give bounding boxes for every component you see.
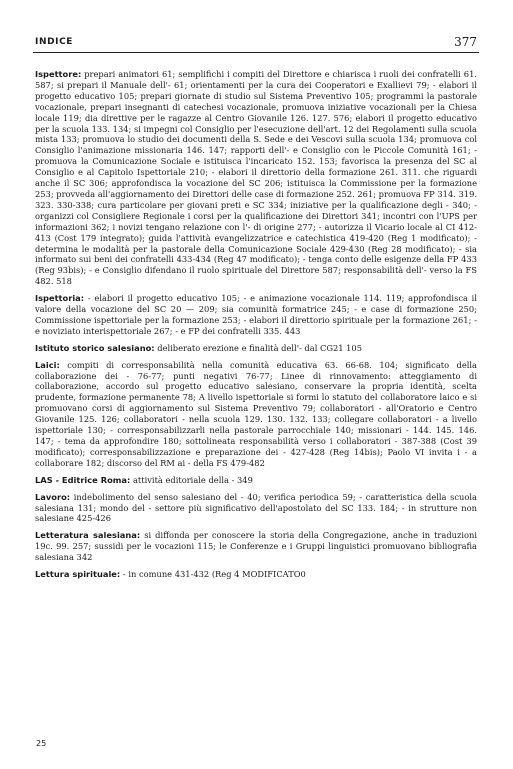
entry-term: Istituto storico salesiano: (35, 342, 155, 353)
entry-term: LAS - Editrice Roma: (35, 474, 131, 485)
entry-term: Lettura spirituale: (35, 569, 121, 580)
entry-text: prepari animatori 61; semplifichi i compiti del Direttore e chiarisca i ruoli dei confratelli 61. 587; si prepari il Manuale dell'- 61; orientamenti per la cura dei Cooperatori e Exallievi 79; - elabori il progetto educativo 105; prepari giornate di studio sul Sistema Preventivo 105; programmi la pastorale vocazionale, prepari insegnanti di catechesi vocazionale, promuova iniziative vocazionali per la Chiesa locale 119; dia direttive per le ragazze al Centro Giovanile 126. 127. 576; elabori il progetto educativo per la scuola 133. 134; si impegni col Consiglio per l'esecuzione dell'art. 12 dei Regolamenti sulla scuola mista 133; promuova lo studio dei documenti della S. Sede e dei Vescovi sulla scuola 134; promuova col Consiglio l'animazione missionaria 146. 147; rapporti dell'- e Consiglio con le Piccole Comunità 161; - promuova la Comunicazione Sociale e istituisca l'incaricato 152. 153; favorisca la presenza del SC al Consiglio e al Capitolo Ispettoriale 210; - elabori il direttorio della formazione 261. 311. che riguardi anche il SC 306; approfondisca la vocazione del SC 206; istituisca la Commissione per la formazione 253; provveda all'aggiornamento dei Direttori delle case di formazione 252. 261; promuova FP 314. 319. 323. 330-338; cura particolare per giovani preti e SC 334; iniziative per la qualificazione degli - 340; - organizzi col Consigliere Regionale i corsi per la qualificazione dei Direttori 341; incontri con l'UPS per informazioni 362; i novizi tengano relazione con l'- di origine 277; - autorizza il Vicario locale al CI 412-413 (Cost 179 integrato); guida l'attività evangelizzatrice e catechistica 419-420 (Reg 1 modificato); - determina le modalità per la pastorale della Comunicazione Sociale 429-430 (Reg 28 modificato); - sia informato sui beni dei confratelli 433-434 (Reg 47 modificato); - tenga conto delle esigenze della FP 433 (Reg 93bis); - e Consiglio difendano il ruolo spirituale del Direttore 587; responsabilità dell'- verso la FS 482. 518 (35, 69, 477, 287)
entry-term: Lavoro: (35, 491, 71, 502)
page-marker: 25 (36, 739, 47, 748)
entry-text: si diffonda per conoscere la storia della Congregazione, anche in traduzioni 19c. 99. 257; sussidi per le vocazioni 115; le Conferenze e i Gruppi linguistici promuovano bibliografia salesiana 342 (35, 530, 477, 563)
entry-text: compiti di corresponsabilità nella comunità educativa 63. 66-68. 104; significato della collaborazione dei - 76-77; punti negativi 76-77; Linee di rinnovamento: atteggiamento di collaborazione, accordo sul progetto educativo salesiano, conservare la propria identità, scelta prudente, formazione permanente 78; A livello ispettoriale si formi lo statuto del collaboratore laico e si promuovano corsi di aggiornamento sul Sistema Preventivo 79; collaboratori - all'Oratorio e Centro Giovanile 125. 126; collaboratori - nella scuola 129. 130. 132. 133; collegare collaboratori - a livello ispettoriale 130; - corresponsabilizzarli nella pastorale parrocchiale 140; missionari - 144. 145. 146. 147; - tema da approfondire 180; sottolineata responsabilità verso i collaboratori - 387-388 (Cost 39 modificato); corresponsabilizzazione e preparazione dei - 427-428 (Reg 14bis); Paolo VI invita i - a collaborare 182; discorso del RM ai - della FS 479-482 (35, 359, 477, 468)
entry-text: deliberato erezione e finalità dell'- dal CG21 105 (154, 342, 362, 353)
section-title: INDICE (35, 37, 74, 47)
entry-text: - elabori il progetto educativo 105; - e animazione vocazionale 114. 119; approfondisca il valore della vocazione del SC 20 — 209; sia comunità formatrice 245; - e case di formazione 250; Commissione ispettoriale per la formazione 253; - elabori il direttorio spirituale per la formazione 261; - e noviziato interispettoriale 267; - e FP dei confratelli 335. 443 (35, 293, 477, 336)
index-entry-ispettoria (35, 293, 477, 337)
entry-term: Letteratura salesiana: (35, 530, 141, 541)
index-entry-las (35, 475, 477, 486)
entry-text: attività editoriale della - 349 (130, 474, 253, 485)
entry-text: indebolimento del senso salesiano del - 40; verifica periodica 59; - caratteristica della scuola salesiana 131; mondo del - settore più significativo dell'apostolato del SC 133. 184; - in strutture non salesiane 425-426 (35, 491, 477, 524)
index-entry-laici (35, 360, 477, 469)
index-entry-ispettore (35, 69, 477, 287)
index-entry-lavoro (35, 492, 477, 525)
index-body (35, 69, 477, 586)
index-entry-lettura-spirituale (35, 569, 477, 580)
entry-term: Ispettoria: (35, 293, 85, 304)
running-header (33, 36, 479, 53)
index-entry-letteratura (35, 530, 477, 563)
entry-text: - in comune 431-432 (Reg 4 MODIFICATO0 (120, 569, 306, 580)
page-number: 377 (454, 35, 477, 49)
entry-term: Ispettore: (35, 69, 82, 79)
entry-term: Laici: (35, 359, 60, 370)
index-entry-istituto-storico (35, 343, 477, 354)
